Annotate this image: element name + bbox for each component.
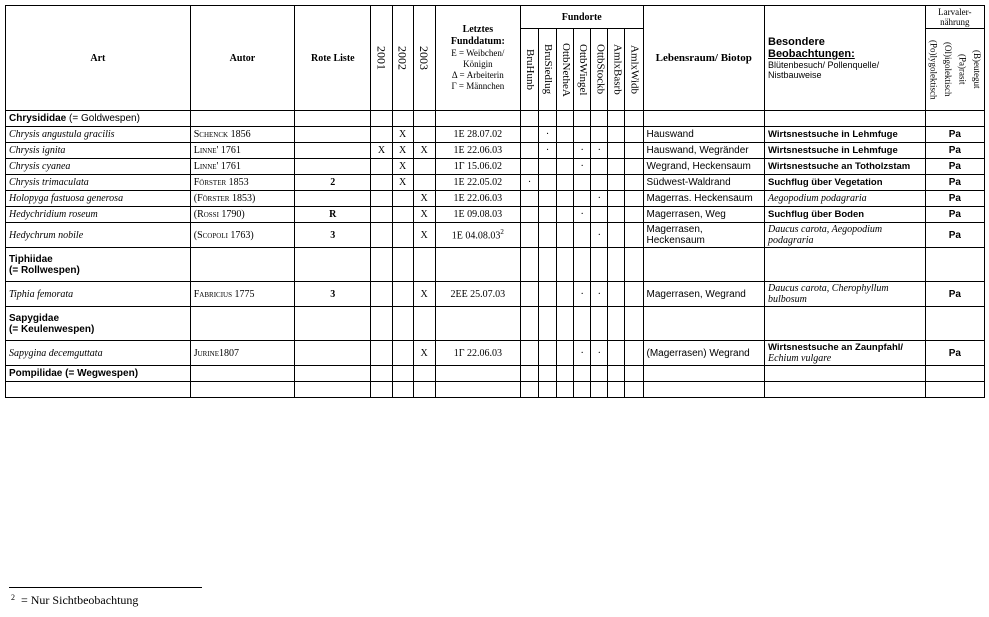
funddatum: 1E 28.07.02 bbox=[435, 127, 520, 143]
empty-cell bbox=[765, 111, 926, 127]
fundort-mark bbox=[574, 175, 591, 191]
beobachtung: Wirtsnestsuche in Lehmfuge bbox=[765, 127, 926, 143]
fundort-mark: · bbox=[574, 159, 591, 175]
fundort-mark bbox=[539, 223, 557, 248]
empty-cell bbox=[625, 111, 643, 127]
rote-liste-value: R bbox=[295, 207, 371, 223]
beobachtung: Daucus carota, Cherophyllum bulbosum bbox=[765, 282, 926, 307]
fundort-mark bbox=[521, 207, 539, 223]
year-2002-mark bbox=[392, 207, 413, 223]
empty-cell bbox=[539, 307, 557, 341]
empty-cell bbox=[557, 248, 574, 282]
family-row bbox=[6, 248, 985, 282]
fundort-mark: · bbox=[591, 143, 608, 159]
empty-cell bbox=[521, 307, 539, 341]
empty-cell bbox=[591, 382, 608, 398]
funddatum: 1E 22.05.02 bbox=[435, 175, 520, 191]
lebensraum: Hauswand bbox=[643, 127, 764, 143]
rote-liste-value bbox=[295, 143, 371, 159]
empty-cell bbox=[608, 307, 625, 341]
empty-cell bbox=[925, 366, 984, 382]
lebensraum: Wegrand, Heckensaum bbox=[643, 159, 764, 175]
header-fundort-5: AmlxBasrb bbox=[608, 29, 625, 111]
empty-cell bbox=[608, 366, 625, 382]
year-2003-mark: X bbox=[413, 282, 435, 307]
table-row bbox=[6, 282, 985, 307]
species-name: Sapygina decemguttata bbox=[6, 341, 191, 366]
fundort-mark bbox=[539, 159, 557, 175]
table-row bbox=[6, 159, 985, 175]
fundort-mark bbox=[539, 175, 557, 191]
header-year-2001: 2001 bbox=[371, 6, 392, 111]
year-2002-mark bbox=[392, 223, 413, 248]
author: (Rossi 1790) bbox=[190, 207, 294, 223]
empty-cell bbox=[557, 366, 574, 382]
empty-cell bbox=[295, 366, 371, 382]
author: Jurine1807 bbox=[190, 341, 294, 366]
fundort-mark bbox=[557, 282, 574, 307]
funddatum: 2EE 25.07.03 bbox=[435, 282, 520, 307]
header-year-2003: 2003 bbox=[413, 6, 435, 111]
empty-cell bbox=[539, 248, 557, 282]
larvalernaehrung: Pa bbox=[925, 223, 984, 248]
year-2003-mark: X bbox=[413, 223, 435, 248]
empty-cell bbox=[539, 366, 557, 382]
year-2003-mark bbox=[413, 127, 435, 143]
author: (Scopoli 1763) bbox=[190, 223, 294, 248]
species-name: Chrysis angustula gracilis bbox=[6, 127, 191, 143]
fundort-mark bbox=[625, 282, 643, 307]
header-fundort-1: BruSiedlug bbox=[539, 29, 557, 111]
fundort-mark: · bbox=[574, 282, 591, 307]
empty-cell bbox=[435, 248, 520, 282]
header-larvalernaehrung: Larvaler- nährung bbox=[925, 6, 984, 29]
empty-cell bbox=[765, 248, 926, 282]
lebensraum: Hauswand, Wegränder bbox=[643, 143, 764, 159]
fundort-mark bbox=[608, 127, 625, 143]
year-2003-mark: X bbox=[413, 143, 435, 159]
fundort-mark: · bbox=[539, 143, 557, 159]
empty-cell bbox=[765, 366, 926, 382]
empty-cell bbox=[392, 307, 413, 341]
fundort-mark bbox=[625, 143, 643, 159]
empty-cell bbox=[392, 366, 413, 382]
empty-cell bbox=[643, 111, 764, 127]
larvalernaehrung: Pa bbox=[925, 143, 984, 159]
empty-cell bbox=[392, 382, 413, 398]
year-2001-mark bbox=[371, 159, 392, 175]
empty-cell bbox=[6, 382, 191, 398]
empty-cell bbox=[539, 111, 557, 127]
empty-cell bbox=[371, 382, 392, 398]
larvalernaehrung: Pa bbox=[925, 207, 984, 223]
empty-cell bbox=[521, 248, 539, 282]
larvalernaehrung: Pa bbox=[925, 159, 984, 175]
empty-cell bbox=[643, 307, 764, 341]
empty-cell bbox=[392, 248, 413, 282]
empty-cell bbox=[371, 366, 392, 382]
empty-cell bbox=[435, 366, 520, 382]
empty-cell bbox=[295, 248, 371, 282]
year-2003-mark: X bbox=[413, 341, 435, 366]
header-letztes-funddatum: Letztes Funddatum: E = Weibchen/ Königin Δ = Arbeiterin Γ = Männchen bbox=[435, 6, 520, 111]
empty-cell bbox=[574, 111, 591, 127]
species-name: Holopyga fastuosa generosa bbox=[6, 191, 191, 207]
fundort-mark bbox=[557, 191, 574, 207]
empty-cell bbox=[371, 248, 392, 282]
fundort-mark bbox=[625, 341, 643, 366]
funddatum: 1E 04.08.03$^2$ bbox=[435, 223, 520, 248]
fundort-mark bbox=[608, 223, 625, 248]
fundort-mark bbox=[574, 223, 591, 248]
funddatum: 1E 22.06.03 bbox=[435, 191, 520, 207]
lebensraum: Südwest-Waldrand bbox=[643, 175, 764, 191]
fundort-mark bbox=[557, 159, 574, 175]
species-name: Chrysis ignita bbox=[6, 143, 191, 159]
year-2001-mark bbox=[371, 127, 392, 143]
fundort-mark: · bbox=[539, 127, 557, 143]
footnote: $^2$ = Nur Sichtbeobachtung bbox=[11, 593, 139, 607]
table-row bbox=[6, 341, 985, 366]
fundort-mark bbox=[591, 159, 608, 175]
fundort-mark: · bbox=[591, 191, 608, 207]
larvalernaehrung: Pa bbox=[925, 282, 984, 307]
beobachtung: Daucus carota, Aegopodium podagraria bbox=[765, 223, 926, 248]
year-2002-mark bbox=[392, 191, 413, 207]
species-name: Hedychrum nobile bbox=[6, 223, 191, 248]
fundort-mark: · bbox=[521, 175, 539, 191]
species-name: Chrysis trimaculata bbox=[6, 175, 191, 191]
footnote-separator bbox=[9, 587, 202, 588]
empty-cell bbox=[591, 366, 608, 382]
rote-liste-value bbox=[295, 159, 371, 175]
table-row bbox=[6, 223, 985, 248]
fundort-mark: · bbox=[574, 207, 591, 223]
legend-koenigin: Königin bbox=[463, 59, 493, 69]
year-2002-mark bbox=[392, 282, 413, 307]
empty-cell bbox=[925, 111, 984, 127]
fundort-mark bbox=[521, 127, 539, 143]
year-2001-mark bbox=[371, 341, 392, 366]
fundort-mark bbox=[521, 191, 539, 207]
fundort-mark bbox=[608, 282, 625, 307]
beobachtung: Suchflug über Boden bbox=[765, 207, 926, 223]
header-rote-liste: Rote Liste bbox=[295, 6, 371, 111]
empty-cell bbox=[295, 382, 371, 398]
empty-cell bbox=[925, 248, 984, 282]
fundort-mark bbox=[625, 191, 643, 207]
author: Fabricius 1775 bbox=[190, 282, 294, 307]
empty-cell bbox=[574, 248, 591, 282]
beobachtung: Suchflug über Vegetation bbox=[765, 175, 926, 191]
empty-cell bbox=[190, 382, 294, 398]
empty-cell bbox=[608, 382, 625, 398]
fundort-mark bbox=[521, 223, 539, 248]
rote-liste-value: 3 bbox=[295, 282, 371, 307]
year-2003-mark bbox=[413, 175, 435, 191]
empty-cell bbox=[591, 111, 608, 127]
empty-cell bbox=[574, 307, 591, 341]
header-fundort-6: AmlxWidb bbox=[625, 29, 643, 111]
empty-cell bbox=[925, 382, 984, 398]
rote-liste-value: 3 bbox=[295, 223, 371, 248]
empty-cell bbox=[625, 307, 643, 341]
empty-cell bbox=[539, 382, 557, 398]
empty-cell bbox=[557, 382, 574, 398]
empty-cell bbox=[413, 366, 435, 382]
fundort-mark bbox=[557, 341, 574, 366]
year-2003-mark bbox=[413, 159, 435, 175]
empty-cell bbox=[413, 382, 435, 398]
legend-maennchen: Γ = Männchen bbox=[451, 81, 505, 91]
table-row bbox=[6, 207, 985, 223]
beobachtung: Wirtsnestsuche an Totholzstam bbox=[765, 159, 926, 175]
empty-cell bbox=[643, 382, 764, 398]
empty-cell bbox=[392, 111, 413, 127]
header-year-2002: 2002 bbox=[392, 6, 413, 111]
year-2001-mark bbox=[371, 223, 392, 248]
empty-cell bbox=[190, 248, 294, 282]
funddatum: 1Γ 15.06.02 bbox=[435, 159, 520, 175]
year-2002-mark: X bbox=[392, 175, 413, 191]
fundort-mark bbox=[591, 175, 608, 191]
fundort-mark bbox=[557, 207, 574, 223]
fundort-mark bbox=[625, 159, 643, 175]
year-2001-mark bbox=[371, 282, 392, 307]
empty-cell bbox=[371, 307, 392, 341]
rote-liste-value bbox=[295, 127, 371, 143]
empty-cell bbox=[625, 366, 643, 382]
lebensraum: (Magerrasen) Wegrand bbox=[643, 341, 764, 366]
legend-arbeiterin: Δ = Arbeiterin bbox=[451, 70, 504, 80]
species-name: Hedychridium roseum bbox=[6, 207, 191, 223]
empty-cell bbox=[625, 382, 643, 398]
lebensraum: Magerras. Heckensaum bbox=[643, 191, 764, 207]
year-2001-mark bbox=[371, 175, 392, 191]
species-name: Chrysis cyanea bbox=[6, 159, 191, 175]
table-row bbox=[6, 191, 985, 207]
table-row bbox=[6, 175, 985, 191]
fundort-mark bbox=[539, 282, 557, 307]
rote-liste-value: 2 bbox=[295, 175, 371, 191]
lebensraum: Magerrasen, Weg bbox=[643, 207, 764, 223]
empty-cell bbox=[521, 111, 539, 127]
header-fundort-0: BruHunb bbox=[521, 29, 539, 111]
fundort-mark bbox=[521, 282, 539, 307]
empty-cell bbox=[925, 307, 984, 341]
year-2002-mark: X bbox=[392, 143, 413, 159]
empty-cell bbox=[643, 248, 764, 282]
header-art: Art bbox=[6, 6, 191, 111]
empty-cell bbox=[574, 382, 591, 398]
funddatum: 1E 22.06.03 bbox=[435, 143, 520, 159]
table-row bbox=[6, 127, 985, 143]
family-row bbox=[6, 307, 985, 341]
empty-cell bbox=[557, 111, 574, 127]
family-name: Sapygidae (= Keulenwespen) bbox=[6, 307, 191, 341]
empty-cell bbox=[574, 366, 591, 382]
empty-cell bbox=[765, 307, 926, 341]
author: Linne' 1761 bbox=[190, 159, 294, 175]
fundort-mark bbox=[591, 207, 608, 223]
empty-cell bbox=[435, 382, 520, 398]
fundort-mark bbox=[521, 341, 539, 366]
empty-cell bbox=[413, 248, 435, 282]
empty-row bbox=[6, 382, 985, 398]
header-fundort-2: OttbNetheA bbox=[557, 29, 574, 111]
fundort-mark bbox=[625, 175, 643, 191]
rote-liste-value bbox=[295, 191, 371, 207]
funddatum: 1E 09.08.03 bbox=[435, 207, 520, 223]
fundort-mark bbox=[591, 127, 608, 143]
author: Linne' 1761 bbox=[190, 143, 294, 159]
beobachtung: Aegopodium podagraria bbox=[765, 191, 926, 207]
fundort-mark: · bbox=[574, 341, 591, 366]
legend-weibchen: E = Weibchen/ bbox=[451, 48, 505, 58]
header-fundorte: Fundorte bbox=[521, 6, 644, 29]
fundort-mark bbox=[608, 175, 625, 191]
year-2003-mark: X bbox=[413, 191, 435, 207]
species-name: Tiphia femorata bbox=[6, 282, 191, 307]
larvalernaehrung: Pa bbox=[925, 127, 984, 143]
empty-cell bbox=[625, 248, 643, 282]
rote-liste-value bbox=[295, 341, 371, 366]
empty-cell bbox=[190, 307, 294, 341]
year-2002-mark: X bbox=[392, 159, 413, 175]
family-name: Pompilidae (= Wegwespen) bbox=[6, 366, 191, 382]
empty-cell bbox=[295, 307, 371, 341]
empty-cell bbox=[190, 366, 294, 382]
species-table bbox=[5, 5, 985, 398]
header-fundort-3: OttbWingel bbox=[574, 29, 591, 111]
empty-cell bbox=[521, 366, 539, 382]
fundort-mark: · bbox=[574, 143, 591, 159]
empty-cell bbox=[608, 248, 625, 282]
empty-cell bbox=[413, 307, 435, 341]
empty-cell bbox=[413, 111, 435, 127]
empty-cell bbox=[435, 307, 520, 341]
fundort-mark bbox=[557, 127, 574, 143]
header-besondere-beobachtungen: Besondere Beobachtungen: Blütenbesuch/ Pollenquelle/ Nistbauweise bbox=[765, 6, 926, 111]
empty-cell bbox=[591, 307, 608, 341]
beobachtung: Wirtsnestsuche an Zaunpfahl/ Echium vulgare bbox=[765, 341, 926, 366]
fundort-mark bbox=[539, 207, 557, 223]
year-2003-mark: X bbox=[413, 207, 435, 223]
year-2001-mark bbox=[371, 207, 392, 223]
fundort-mark bbox=[574, 191, 591, 207]
family-name: Chrysididae (= Goldwespen) bbox=[6, 111, 191, 127]
fundort-mark bbox=[521, 143, 539, 159]
empty-cell bbox=[765, 382, 926, 398]
fundort-mark bbox=[608, 143, 625, 159]
family-name: Tiphiidae (= Rollwespen) bbox=[6, 248, 191, 282]
table-row bbox=[6, 143, 985, 159]
empty-cell bbox=[190, 111, 294, 127]
fundort-mark bbox=[539, 191, 557, 207]
year-2001-mark: X bbox=[371, 143, 392, 159]
fundort-mark bbox=[521, 159, 539, 175]
fundort-mark bbox=[608, 207, 625, 223]
fundort-mark bbox=[608, 341, 625, 366]
author: Schenck 1856 bbox=[190, 127, 294, 143]
fundort-mark: · bbox=[591, 223, 608, 248]
empty-cell bbox=[435, 111, 520, 127]
fundort-mark bbox=[608, 159, 625, 175]
header-fundort-4: OttbStockb bbox=[591, 29, 608, 111]
family-row bbox=[6, 111, 985, 127]
year-2001-mark bbox=[371, 191, 392, 207]
fundort-mark: · bbox=[591, 282, 608, 307]
year-2002-mark: X bbox=[392, 127, 413, 143]
header-larven-legend: (Po)lygolektisch (Ol)igolektisch (Pa)rasit (B)eutegut bbox=[925, 29, 984, 111]
empty-cell bbox=[643, 366, 764, 382]
fundort-mark bbox=[625, 207, 643, 223]
larvalernaehrung: Pa bbox=[925, 175, 984, 191]
lebensraum: Magerrasen, Wegrand bbox=[643, 282, 764, 307]
lebensraum: Magerrasen, Heckensaum bbox=[643, 223, 764, 248]
author: Förster 1853 bbox=[190, 175, 294, 191]
fundort-mark bbox=[539, 341, 557, 366]
funddatum: 1Γ 22.06.03 bbox=[435, 341, 520, 366]
empty-cell bbox=[608, 111, 625, 127]
year-2002-mark bbox=[392, 341, 413, 366]
empty-cell bbox=[521, 382, 539, 398]
empty-cell bbox=[591, 248, 608, 282]
author: (Förster 1853) bbox=[190, 191, 294, 207]
fundort-mark: · bbox=[591, 341, 608, 366]
family-row bbox=[6, 366, 985, 382]
header-lebensraum: Lebensraum/ Biotop bbox=[643, 6, 764, 111]
fundort-mark bbox=[625, 127, 643, 143]
header-autor: Autor bbox=[190, 6, 294, 111]
larvalernaehrung: Pa bbox=[925, 191, 984, 207]
fundort-mark bbox=[574, 127, 591, 143]
fundort-mark bbox=[557, 223, 574, 248]
empty-cell bbox=[371, 111, 392, 127]
beobachtung: Wirtsnestsuche in Lehmfuge bbox=[765, 143, 926, 159]
fundort-mark bbox=[625, 223, 643, 248]
larvalernaehrung: Pa bbox=[925, 341, 984, 366]
empty-cell bbox=[557, 307, 574, 341]
fundort-mark bbox=[557, 175, 574, 191]
fundort-mark bbox=[608, 191, 625, 207]
fundort-mark bbox=[557, 143, 574, 159]
empty-cell bbox=[295, 111, 371, 127]
